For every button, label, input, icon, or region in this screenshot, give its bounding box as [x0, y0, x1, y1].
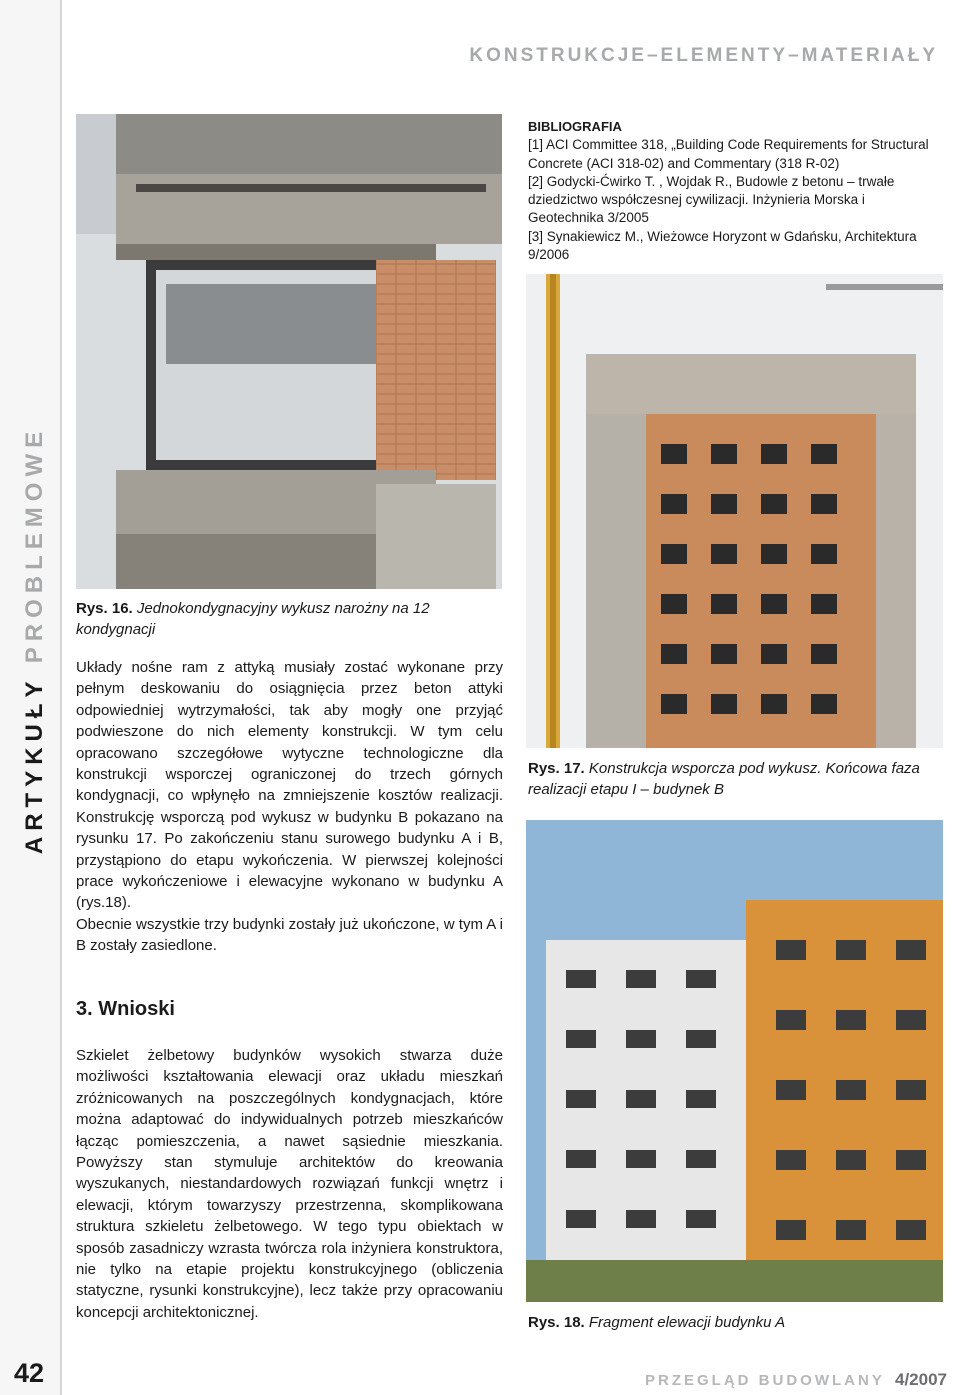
footer-magazine: PRZEGLĄD BUDOWLANY: [645, 1372, 885, 1389]
figure-16-label: Rys. 16.: [76, 600, 133, 617]
figure-17-text: Konstrukcja wsporcza pod wykusz. Końcowa faza realizacji etapu I – budynek B: [528, 760, 920, 798]
sidebar-title-part1: ARTYKUŁY: [21, 675, 48, 855]
paragraph-3: Szkielet żelbetowy budynków wysokich stwarza duże możliwości kształtowania elewacji oraz układu mieszkań zróżnicowanych na poszczególnych kondygnacjach, które można adaptować do indywidualnych potrzeb mieszkańców łącząc pomieszczenia, a nawet sąsiednie mieszkania. Powyższy stan stymuluje architektów do kreowania wyszukanych, niestandardowych rozwiązań funkcji wnętrz i elewacji, którym towarzyszy przestrzenna, skomplikowana struktura szkieletu żelbetowego. W tego typu obiektach w sposób zasadniczy wzrasta twórcza rola inżyniera konstruktora, nie tylko na etapie projektu konstrukcyjnego (obliczenia statyczne, rysunki konstrukcyjne), lecz także przy opracowaniu koncepcji architektonicznej.: [76, 1047, 503, 1321]
bibliography-entry: [2] Godycki-Ćwirko T. , Wojdak R., Budowle z betonu – trwałe dziedzictwo współczesnej cywilizacji. Inżynieria Morska i Geotechnika 3/2005: [528, 173, 895, 226]
photo-construction: [526, 274, 943, 748]
figure-18-text: Fragment elewacji budynku A: [588, 1314, 786, 1331]
bibliography: [528, 118, 938, 264]
sidebar-section-title: [15, 400, 55, 880]
sidebar-title-part2: PROBLEMOWE: [21, 425, 48, 664]
paragraph-1: Układy nośne ram z attyką musiały zostać wykonane przy pełnym deskowaniu do osiągnięcia przez beton attyki odpowiedniej wytrzymałości, tak aby mogły one przyjąć podwieszone do nich elementy konstrukcji. W tym celu opracowano szczegółowe wytyczne technologiczne dla konstrukcji wsporczej ograniczonej do trzech górnych kondygnacji, co wpłynęło na zmniejszenie kosztów realizacji. Konstrukcję wsporczą pod wykusz w budynku B pokazano na rysunku 17. Po zakończeniu stanu surowego budynku A i B, przystąpiono do etapu wykończenia. W pierwszej kolejności prace wykończeniowe i elewacyjne wykonano w budynku A (rys.18).: [76, 659, 503, 912]
photo-facade: [526, 820, 943, 1302]
paragraph-2: Obecnie wszystkie trzy budynki zostały już ukończone, w tym A i B zostały zasiedlone.: [76, 915, 503, 955]
photo-corner-bay: [76, 114, 502, 589]
body-column-2: [76, 1045, 503, 1323]
figure-18-label: Rys. 18.: [528, 1314, 585, 1331]
figure-16-text: Jednokondygnacyjny wykusz narożny na 12 kondygnacji: [76, 600, 430, 638]
figure-16-caption: [76, 598, 503, 640]
bibliography-entry: [1] ACI Committee 318, „Building Code Requirements for Structural Concrete (ACI 318-02) and Commentary (318 R-02): [528, 137, 929, 171]
footer-issue: 4/2007: [895, 1370, 947, 1389]
figure-17-caption: [528, 758, 943, 800]
section-heading: 3. Wnioski: [76, 998, 175, 1020]
page-number: 42: [14, 1358, 45, 1388]
body-column-1: [76, 657, 503, 957]
bibliography-entry: [3] Synakiewicz M., Wieżowce Horyzont w Gdańsku, Architektura 9/2006: [528, 228, 917, 263]
section-header: KONSTRUKCJE–ELEMENTY–MATERIAŁY: [469, 45, 938, 66]
sidebar-divider: [60, 0, 62, 1395]
figure-18-caption: [528, 1312, 943, 1333]
figure-17-label: Rys. 17.: [528, 760, 585, 777]
bibliography-heading: BIBLIOGRAFIA: [528, 119, 622, 134]
